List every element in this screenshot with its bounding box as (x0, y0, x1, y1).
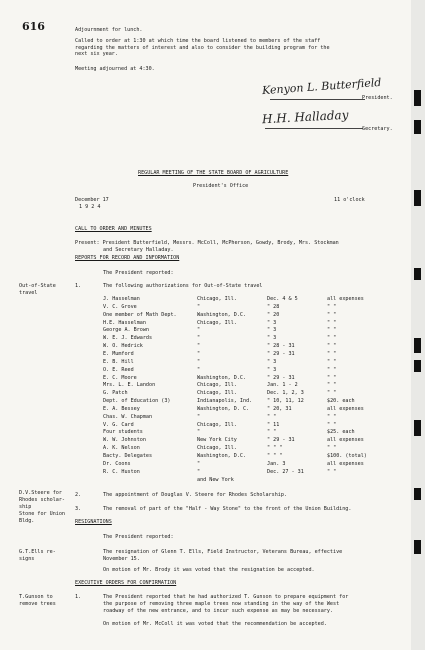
item-2-text: The appointment of Douglas V. Steere for Rhodes Scholarship. (103, 492, 288, 498)
travel-dates: Dec. 27 - 31 (267, 468, 304, 475)
destination: " (197, 350, 201, 357)
reports-heading: REPORTS FOR RECORD AND INFORMATION (75, 255, 180, 261)
traveler-name: G. Patch (103, 390, 128, 397)
traveler-name: E. C. Moore (103, 374, 137, 381)
travel-row (0, 461, 411, 468)
destination: Washington, D.C. (197, 374, 247, 381)
traveler-name: E. B. Hill (103, 358, 134, 365)
index-tab (414, 268, 421, 280)
traveler-name: Four students (103, 429, 143, 436)
traveler-name: V. G. Card (103, 421, 134, 428)
president-title: President. (362, 95, 393, 101)
adjournment-lunch: Adjournment for lunch. (75, 27, 143, 33)
expenses: " " (327, 303, 337, 310)
item-3-number: 3. (75, 506, 82, 512)
traveler-name: Mrs. L. E. Landon (103, 382, 156, 389)
resignation-motion: On motion of Mr. Brody it was voted that the resignation be accepted. (103, 567, 315, 573)
traveler-name: W. W. Johnston (103, 437, 146, 444)
destination: Chicago, Ill. (197, 382, 237, 389)
expenses: $20. each (327, 398, 355, 405)
destination: and New York (197, 476, 234, 483)
expenses: " " (327, 335, 337, 342)
reports-president-reported: The President reported: (103, 270, 174, 276)
expenses: all expenses (327, 405, 364, 412)
exec-text-3: roadway of the new entrance, and to incur such expense as may be necessary. (103, 608, 334, 614)
travel-dates: " " (267, 413, 277, 420)
expenses: " " (327, 350, 337, 357)
call-to-order-heading: CALL TO ORDER AND MINUTES (75, 226, 152, 232)
travel-row (0, 351, 411, 358)
travel-dates: " " " (267, 453, 283, 459)
resignation-text-2: November 15. (103, 556, 140, 562)
president-signature-line (270, 99, 365, 100)
travel-row (0, 312, 411, 319)
page-number: 616 (22, 20, 45, 33)
called-to-order-line-2: regarding the matters of interest and also to consider the building program for the (75, 44, 330, 51)
travel-dates: Dec. 1, 2, 3 (267, 390, 304, 397)
item-2-number: 2. (75, 492, 82, 498)
index-tab (414, 338, 421, 353)
travel-row (0, 477, 411, 484)
destination: Chicago, Ill. (197, 390, 237, 397)
destination: Chicago, Ill. (197, 421, 237, 428)
travel-row (0, 382, 411, 389)
destination: " (197, 327, 201, 334)
executive-orders-heading: EXECUTIVE ORDERS FOR CONFIRMATION (75, 580, 177, 586)
travel-row (0, 406, 411, 413)
traveler-name: R. C. Huston (103, 468, 140, 475)
item-3-text: The removal of part of the "Half - Way Stone" to the front of the Union Building. (103, 506, 352, 512)
margin-remove-trees: remove trees (19, 601, 56, 607)
travel-row (0, 453, 411, 460)
travel-row (0, 320, 411, 327)
expenses: " " (327, 421, 337, 428)
index-tab (414, 90, 421, 106)
travel-row (0, 414, 411, 421)
destination: " (197, 358, 201, 365)
traveler-name: W. O. Hedrick (103, 343, 143, 350)
destination: Chicago, Ill. (197, 319, 237, 326)
destination: Washington, D.C. (197, 453, 247, 459)
expenses: " " (327, 413, 337, 420)
travel-dates: " 3 (267, 335, 277, 342)
traveler-name: O. E. Reed (103, 366, 134, 373)
item-1-text: The following authorizations for Out-of-State travel (103, 283, 263, 289)
index-tab (414, 190, 421, 206)
margin-steere: D.V.Steere for (19, 490, 62, 496)
margin-ells: G.T.Ells re- (19, 549, 56, 555)
exec-text-1: The President reported that he had authorized T. Gunson to prepare equipment for (103, 594, 349, 600)
destination: " (197, 366, 201, 373)
margin-bldg: Bldg. (19, 518, 35, 524)
expenses: " " (327, 468, 337, 475)
traveler-name: George A. Brown (103, 327, 150, 334)
travel-dates: " 29 - 31 (267, 350, 295, 357)
traveler-name: E. A. Bessey (103, 405, 140, 412)
travel-row (0, 367, 411, 374)
destination: New York City (197, 437, 237, 444)
travel-dates: " " " (267, 445, 283, 452)
travel-dates: " 20, 31 (267, 405, 292, 412)
expenses: " " (327, 343, 337, 350)
traveler-name: J. Hasselman (103, 296, 140, 302)
expenses: all expenses (327, 437, 364, 444)
travel-row (0, 445, 411, 452)
travel-dates: " " (267, 429, 277, 436)
expenses: " " (327, 327, 337, 334)
resignations-reported: The President reported: (103, 534, 174, 540)
margin-out-of-state: Out-of-State (19, 283, 56, 289)
travel-row (0, 429, 411, 436)
traveler-name: Dept. of Education (3) (103, 398, 171, 405)
travel-dates: " 3 (267, 366, 277, 373)
meeting-date: December 17 (75, 197, 109, 203)
secretary-signature-line (265, 128, 363, 129)
index-tab (414, 120, 421, 134)
travel-dates: " 10, 11, 12 (267, 398, 304, 405)
travel-dates: " 29 - 31 (267, 374, 295, 381)
travel-row (0, 335, 411, 342)
traveler-name: One member of Math Dept. (103, 311, 177, 318)
travel-row (0, 327, 411, 334)
meeting-time: 11 o'clock (334, 197, 365, 203)
expenses: " " (327, 358, 337, 365)
index-tab (414, 420, 421, 436)
present-line-1: Present: President Butterfield, Messrs. McColl, McPherson, Gowdy, Brody, Mrs. Stockman (75, 240, 339, 246)
expenses: $25. each (327, 429, 355, 436)
travel-row (0, 375, 411, 382)
travel-row (0, 398, 411, 405)
traveler-name: Bacty. Delegates (103, 453, 153, 459)
destination: " (197, 429, 201, 436)
traveler-name: E. Mumford (103, 350, 134, 357)
destination: " (197, 335, 201, 342)
destination: " (197, 413, 201, 420)
destination: Washington, D. C. (197, 405, 250, 412)
travel-dates: " 20 (267, 311, 280, 318)
expenses: $100. (total) (327, 453, 367, 459)
meeting-year: 1 9 2 4 (79, 204, 101, 210)
travel-row (0, 437, 411, 444)
travel-row (0, 390, 411, 397)
expenses: " " (327, 366, 337, 373)
secretary-signature: H.H. Halladay (261, 107, 349, 127)
exec-motion: On motion of Mr. McColl it was voted that the recommendation be accepted. (103, 621, 327, 627)
travel-dates: " 3 (267, 327, 277, 334)
expenses: " " (327, 382, 337, 389)
travel-row (0, 422, 411, 429)
expenses: " " (327, 390, 337, 397)
traveler-name: V. C. Grove (103, 303, 137, 310)
resignations-heading: RESIGNATIONS (75, 519, 112, 525)
expenses: all expenses (327, 296, 364, 302)
destination: Chicago, Ill. (197, 296, 237, 302)
margin-ship: ship (19, 504, 32, 510)
margin-gunson: T.Gunson to (19, 594, 53, 600)
destination: Chicago, Ill. (197, 445, 237, 452)
travel-dates: Jan. 3 (267, 460, 286, 467)
travel-row (0, 469, 411, 476)
margin-stone: Stone for Union (19, 511, 66, 517)
travel-row (0, 296, 411, 303)
travel-dates: " 28 - 31 (267, 343, 295, 350)
margin-rhodes: Rhodes scholar- (19, 497, 66, 503)
destination: Washington, D.C. (197, 311, 247, 318)
resignation-text-1: The resignation of Glenn T. Ells, Field Instructor, Veterans Bureau, effective (103, 549, 343, 555)
called-to-order-line-1: Called to order at 1:30 at which time the board listened to members of the staff (75, 38, 321, 44)
exec-item-1-number: 1. (75, 594, 82, 600)
destination: " (197, 460, 201, 467)
traveler-name: W. E. J. Edwards (103, 335, 153, 342)
destination: Indianapolis, Ind. (197, 398, 253, 405)
travel-row (0, 343, 411, 350)
item-1-number: 1. (75, 283, 82, 289)
margin-signs: signs (19, 556, 35, 562)
travel-dates: Jan. 1 - 2 (267, 382, 298, 389)
index-tab (414, 360, 421, 372)
expenses: " " (327, 445, 337, 452)
traveler-name: Chas. W. Chapman (103, 413, 153, 420)
expenses: " " (327, 319, 337, 326)
destination: " (197, 343, 201, 350)
meeting-place: President's Office (193, 183, 249, 189)
traveler-name: A. K. Nelson (103, 445, 140, 452)
exec-text-2: the purpose of removing three maple trees now standing in the way of the West (103, 601, 340, 607)
index-tab (414, 488, 421, 500)
destination: " (197, 468, 201, 475)
expenses: " " (327, 374, 337, 381)
travel-dates: " 11 (267, 421, 280, 428)
meeting-title: REGULAR MEETING OF THE STATE BOARD OF AGRICULTURE (138, 170, 289, 176)
travel-dates: " 3 (267, 319, 277, 326)
travel-dates: " 3 (267, 358, 277, 365)
index-tab (414, 540, 421, 554)
expenses: all expenses (327, 460, 364, 467)
travel-dates: " 28 (267, 303, 280, 310)
present-line-2: and Secretary Halladay. (103, 247, 174, 253)
margin-travel: travel (19, 290, 38, 296)
destination: " (197, 303, 201, 310)
called-to-order-line-3: next six year. (75, 51, 118, 57)
expenses: " " (327, 311, 337, 318)
travel-row (0, 359, 411, 366)
president-signature: Kenyon L. Butterfield (261, 75, 382, 98)
travel-dates: " 29 - 31 (267, 437, 295, 444)
travel-dates: Dec. 4 & 5 (267, 296, 298, 302)
travel-row (0, 304, 411, 311)
meeting-adjourned: Meeting adjourned at 4:30. (75, 66, 155, 72)
traveler-name: Dr. Coons (103, 460, 131, 467)
page-edge-tabs (411, 0, 425, 650)
traveler-name: H.E. Hasselman (103, 319, 146, 326)
secretary-title: Secretary. (362, 126, 393, 132)
